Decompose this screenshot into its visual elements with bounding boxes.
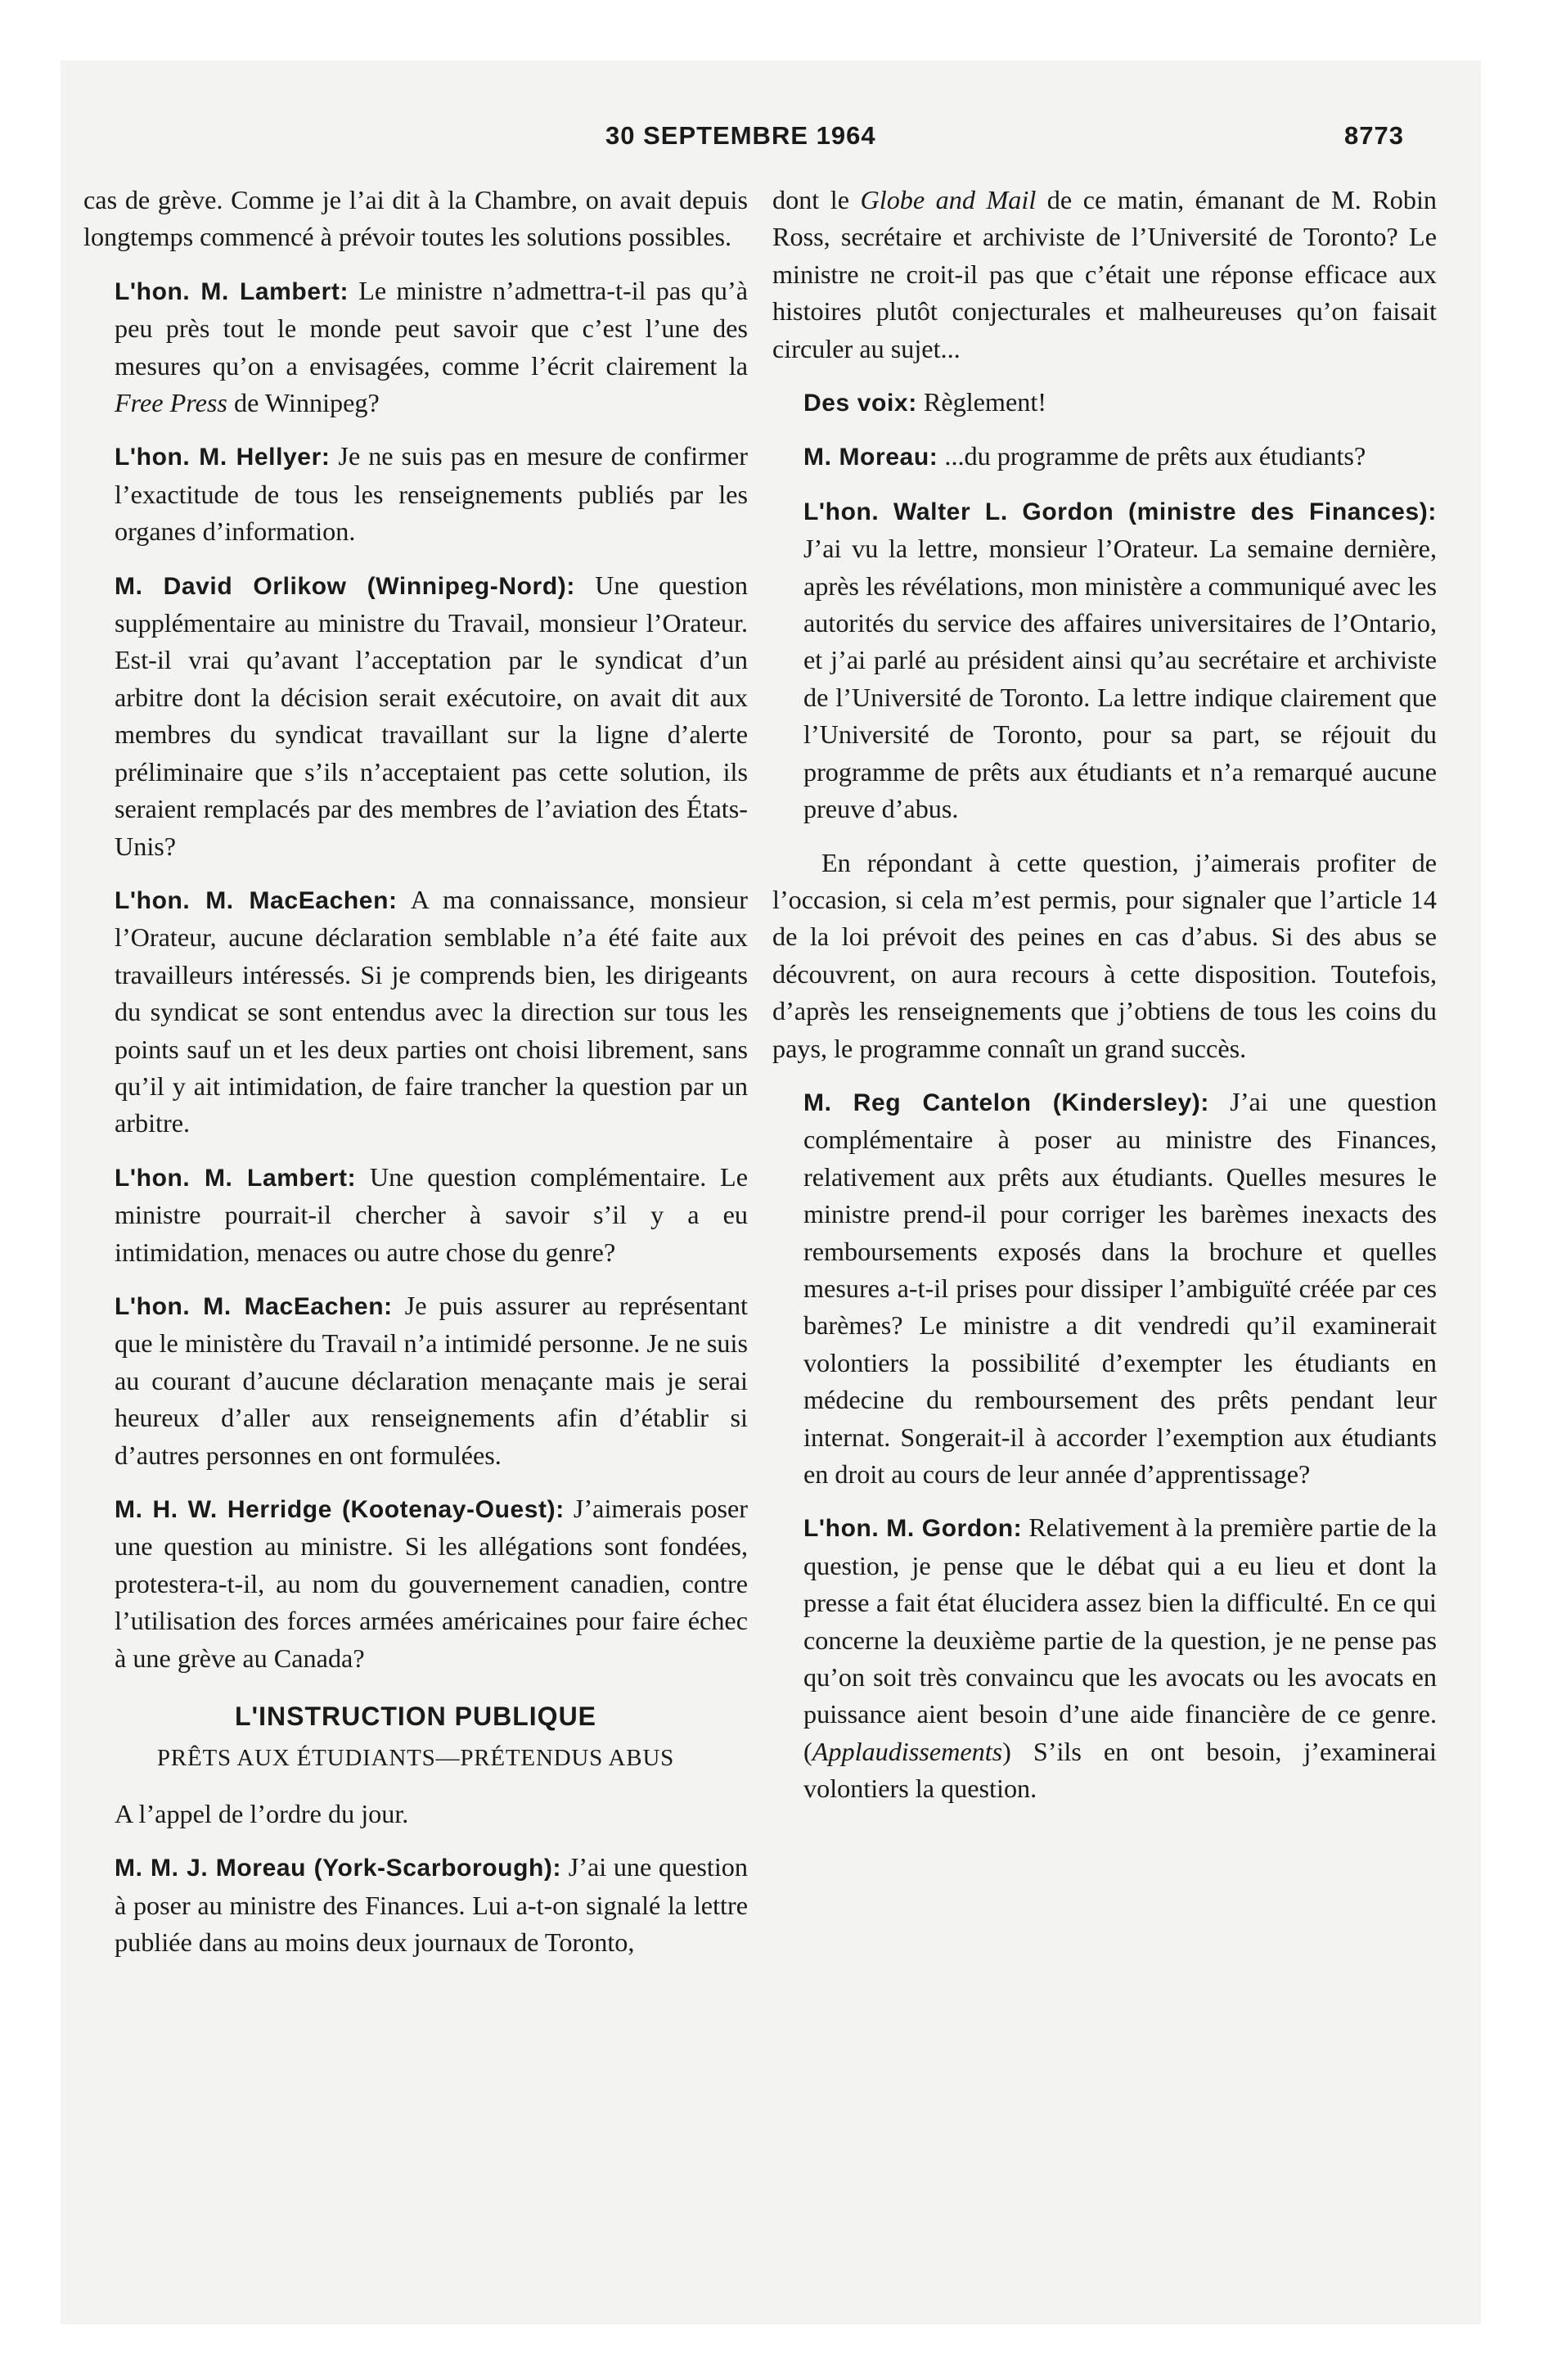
speech <box>772 493 1437 828</box>
speech-text: Règlement! <box>916 387 1046 417</box>
speech <box>83 1490 748 1677</box>
speech-text: Le ministre n’admettra-t-il pas qu’à peu près tout le monde peut savoir que c’est l’une des mesures qu’on a envisagées, comme l’écrit clairement la <box>115 275 748 381</box>
speech-text: Relativement à la première partie de la question, je pense que le débat qui a eu lieu et dont la presse a fait état élucidera assez bien la difficulté. En ce qui concerne la deuxième partie de la question, je ne pense pas qu’on soit très convaincu que les avocats ou les avocats en puissance aient besoin d’une aide financière de ce genre. ( <box>803 1512 1438 1766</box>
speech <box>83 1159 748 1271</box>
speaker-name: M. H. W. Herridge (Kootenay-Ouest): <box>115 1496 565 1523</box>
speech-text: J’ai une question à poser au ministre des Finances. Lui a-t-on signalé la lettre publiée dans au moins deux journaux de Toronto, <box>115 1852 748 1958</box>
speaker-name: L'hon. M. MacEachen: <box>115 886 398 914</box>
speech-text: J’ai une question complémentaire à poser au ministre des Finances, relativement aux prêts aux étudiants. Quelles mesures le ministre prend-il pour corriger les barèmes inexacts des remboursements exposés dans la brochure et quelles mesures a-t-il prises pour dissiper l’ambiguïté créée par ces barèmes? Le ministre a dit vendredi qu’il examinerait volontiers la possibilité d’exempter les étudiants en médecine du remboursement des prêts pendant leur internat. Songerait-il à accorder l’exemption aux étudiants en droit au cours de leur année d’apprentissage? <box>803 1086 1437 1489</box>
paragraph-text: A l’appel de l’ordre du jour. <box>115 1798 409 1828</box>
paragraph-text: En répondant à cette question, j’aimerais profiter de l’occasion, si cela m’est permis, pour signaler que l’article 14 de la loi prévoit des peines en cas d’abus. Si des abus se découvrent, on aura recours à cette disposition. Toutefois, d’après les renseignements que j’obtiens de tous les coins du pays, le programme connaît un grand succès. <box>772 847 1437 1063</box>
speaker-name: L'hon. M. MacEachen: <box>115 1292 393 1320</box>
applause-note: Applaudissements <box>812 1736 1003 1766</box>
paragraph <box>83 182 748 256</box>
speech-text: Une question complémentaire. Le ministre pourrait-il chercher à savoir s’il y a eu intimidation, menaces ou autre chose du genre? <box>115 1161 748 1267</box>
speaker-name: M. David Orlikow (Winnipeg-Nord): <box>115 572 575 600</box>
speech-text: de ce matin, émanant de M. Robin Ross, secrétaire et archiviste de l’Université de Toronto? Le ministre ne croit-il pas que c’était une réponse efficace aux histoires plutôt conjecturales et malheureuses qu’on faisait circuler au sujet... <box>772 185 1437 363</box>
publication-title: Globe and Mail <box>860 185 1037 214</box>
paragraph <box>772 182 1437 367</box>
speech <box>772 1084 1437 1493</box>
speech-text: dont le <box>772 185 861 214</box>
page-header <box>0 121 1548 162</box>
speech <box>83 1287 748 1474</box>
speaker-name: L'hon. M. Lambert: <box>115 277 349 305</box>
speaker-name: Des voix: <box>803 390 917 417</box>
publication-title: Free Press <box>115 388 227 418</box>
section-subheading: PRÊTS AUX ÉTUDIANTS—PRÉTENDUS ABUS <box>156 1745 675 1772</box>
speech-text: J’ai vu la lettre, monsieur l’Orateur. La semaine dernière, après les révélations, mon ministère a communiqué avec les autorités du service des affaires universitaires de l’Ontario, et j’ai parlé au président ainsi qu’au secrétaire et archiviste de l’Université de Toronto. La lettre indique clairement que l’Université de Toronto, pour sa part, se réjouit du programme de prêts aux étudiants et n’a remarqué aucune preuve d’abus. <box>803 534 1437 824</box>
page-number: 8773 <box>1344 121 1404 150</box>
speech-text: A ma connaissance, monsieur l’Orateur, aucune déclaration semblable n’a été faite aux travailleurs intéressés. Si je comprends bien, les dirigeants du syndicat se sont entendus avec la direction sur tous les points sauf un et les deux parties ont choisi librement, sans qu’il y ait intimidation, de faire trancher la question par un arbitre. <box>115 884 749 1138</box>
speech-text: ...du programme de prêts aux étudiants? <box>938 441 1366 471</box>
section-heading: L'INSTRUCTION PUBLIQUE <box>234 1702 597 1732</box>
header-date: 30 SEPTEMBRE 1964 <box>605 121 876 150</box>
speech-text: Je puis assurer au représentant que le ministère du Travail n’a intimidé personne. Je ne suis au courant d’aucune déclaration menaçante mais je serai heureux d’aller aux renseignements afin d’établir si d’autres personnes en ont formulées. <box>115 1290 749 1470</box>
speech <box>83 881 748 1143</box>
speech-text: Je ne suis pas en mesure de confirmer l’exactitude de tous les renseignements publiés par les organes d’information. <box>115 441 748 547</box>
speaker-name: L'hon. M. Hellyer: <box>115 444 331 471</box>
speaker-name: M. M. J. Moreau (York-Scarborough): <box>115 1855 562 1882</box>
speech-text: J’aimerais poser une question au ministre. Si les allégations sont fondées, protestera-t-il, au nom du gouvernement canadien, contre l’utilisation des forces armées américaines pour faire échec à une grève au Canada? <box>115 1494 748 1673</box>
speech <box>83 273 748 422</box>
speaker-name: M. Moreau: <box>803 444 938 471</box>
paragraph <box>83 1796 748 1832</box>
speech-text: Une question supplémentaire au ministre du Travail, monsieur l’Orateur. Est-il vrai qu’avant l’acceptation par le syndicat d’un arbitre dont la décision serait exécutoire, on avait dit aux membres du syndicat travaillant sur la ligne d’alerte préliminaire que s’ils n’acceptaient pas cette solution, ils seraient remplacés par des membres de l’aviation des États-Unis? <box>115 570 748 861</box>
speech <box>83 567 748 865</box>
right-column <box>772 182 1437 1824</box>
speech <box>772 384 1437 421</box>
speaker-name: M. Reg Cantelon (Kindersley): <box>803 1089 1209 1116</box>
speech <box>83 1849 748 1961</box>
speaker-name: L'hon. Walter L. Gordon (ministre des Finances): <box>803 498 1437 525</box>
speaker-name: L'hon. M. Gordon: <box>803 1515 1023 1543</box>
speech <box>772 438 1437 476</box>
paragraph <box>772 845 1437 1067</box>
speaker-name: L'hon. M. Lambert: <box>115 1164 357 1192</box>
speech-text: ) S’ils en ont besoin, j’examinerai volontiers la question. <box>803 1736 1437 1804</box>
speech <box>83 438 748 550</box>
speech-text: de Winnipeg? <box>227 388 380 418</box>
speech <box>772 1509 1437 1807</box>
paragraph-text: cas de grève. Comme je l’ai dit à la Chambre, on avait depuis longtemps commencé à prévoir toutes les solutions possibles. <box>83 185 748 252</box>
left-column <box>83 182 748 1977</box>
